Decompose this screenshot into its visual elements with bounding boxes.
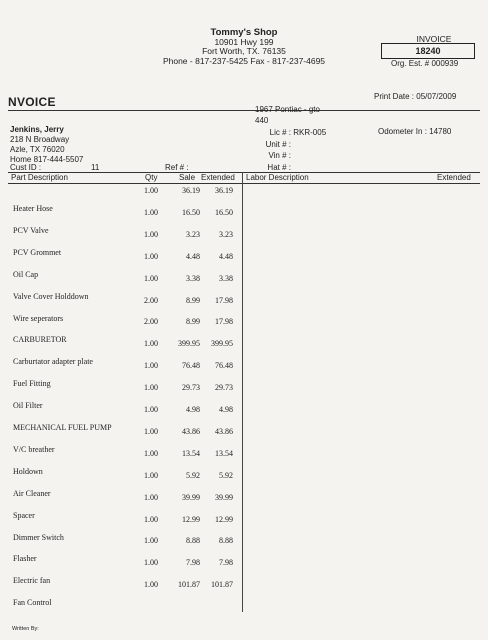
line-qty: 1.00 bbox=[144, 470, 158, 480]
line-sale: 8.88 bbox=[186, 536, 200, 546]
line-sale: 29.73 bbox=[182, 383, 200, 393]
shop-city: Fort Worth, TX. 76135 bbox=[202, 46, 286, 56]
col-sale: Sale bbox=[179, 173, 196, 182]
line-qty: 1.00 bbox=[144, 448, 158, 458]
line-qty: 1.00 bbox=[144, 558, 158, 568]
line-qty: 1.00 bbox=[144, 536, 158, 546]
part-description: Spacer bbox=[13, 510, 35, 520]
line-qty: 1.00 bbox=[144, 229, 158, 239]
line-extended: 4.98 bbox=[219, 405, 233, 414]
part-description: Dimmer Switch bbox=[13, 532, 64, 542]
line-extended: 5.92 bbox=[219, 470, 233, 480]
line-qty: 1.00 bbox=[144, 580, 158, 590]
line-sale: 3.23 bbox=[186, 229, 200, 239]
part-description: PCV Valve bbox=[13, 225, 49, 235]
part-description: CARBURETOR bbox=[13, 335, 67, 345]
shop-address: 10901 Hwy 199 bbox=[214, 36, 274, 47]
part-description: Holdown bbox=[13, 466, 43, 476]
part-description: Air Cleaner bbox=[13, 488, 51, 498]
cust-id-label: Cust ID : bbox=[10, 163, 42, 172]
line-sale: 101.87 bbox=[178, 580, 200, 590]
col-labor-extended: Extended bbox=[437, 173, 471, 182]
line-extended: 4.48 bbox=[219, 251, 233, 261]
part-description: V/C breather bbox=[13, 444, 55, 454]
col-part-description: Part Description bbox=[11, 173, 68, 182]
line-extended: 17.98 bbox=[215, 295, 233, 305]
line-qty: 1.00 bbox=[144, 207, 158, 217]
line-extended: 399.95 bbox=[211, 339, 233, 349]
vehicle-ids bbox=[255, 127, 326, 173]
line-sale: 399.95 bbox=[178, 339, 200, 349]
written-by: Written By: bbox=[12, 626, 39, 632]
line-sale: 76.48 bbox=[182, 361, 200, 371]
customer-street: 218 N Broadway bbox=[10, 135, 70, 144]
line-extended: 8.88 bbox=[219, 536, 233, 546]
line-qty: 1.00 bbox=[144, 492, 158, 502]
line-sale: 4.48 bbox=[186, 251, 200, 261]
lic-value: RKR-005 bbox=[293, 128, 327, 137]
vin-label: Vin # : bbox=[268, 151, 291, 160]
col-qty: Qty bbox=[145, 173, 158, 182]
line-qty: 2.00 bbox=[144, 295, 158, 305]
line-extended: 13.54 bbox=[215, 448, 233, 458]
line-sale: 8.99 bbox=[186, 295, 200, 305]
header-divider bbox=[8, 110, 480, 111]
line-extended: 43.86 bbox=[215, 426, 233, 436]
line-sale: 12.99 bbox=[182, 514, 200, 524]
line-qty: 1.00 bbox=[144, 383, 158, 393]
line-extended: 39.99 bbox=[215, 492, 233, 502]
part-description: Valve Cover Holddown bbox=[13, 291, 89, 301]
customer-info bbox=[10, 125, 83, 165]
part-description: Heater Hose bbox=[13, 204, 53, 213]
line-extended: 29.73 bbox=[215, 383, 233, 393]
line-qty: 1.00 bbox=[144, 186, 158, 195]
line-qty: 1.00 bbox=[144, 339, 158, 349]
line-qty: 1.00 bbox=[144, 514, 158, 524]
line-extended: 16.50 bbox=[215, 207, 233, 217]
customer-phone: Home 817-444-5507 bbox=[10, 155, 84, 164]
line-qty: 1.00 bbox=[144, 361, 158, 371]
invoice-label: INVOICE bbox=[416, 34, 452, 44]
page-title: NVOICE bbox=[8, 95, 56, 109]
part-description: Electric fan bbox=[13, 576, 51, 586]
part-description: MECHANICAL FUEL PUMP bbox=[13, 423, 112, 432]
part-description: Fan Control bbox=[13, 598, 52, 608]
unit-label: Unit # : bbox=[265, 139, 291, 149]
org-estimate: Org. Est. # 000939 bbox=[391, 59, 459, 68]
line-sale: 5.92 bbox=[186, 470, 200, 480]
line-qty: 1.00 bbox=[144, 273, 158, 283]
shop-name: Tommy's Shop bbox=[210, 27, 278, 38]
cust-id-value: 11 bbox=[91, 163, 100, 172]
line-extended: 12.99 bbox=[215, 514, 233, 524]
lic-label: Lic # : bbox=[269, 128, 291, 137]
line-qty: 1.00 bbox=[144, 426, 158, 436]
line-sale: 8.99 bbox=[186, 317, 200, 327]
part-description: Wire seperators bbox=[13, 313, 64, 323]
table-header-rule bbox=[8, 183, 480, 184]
line-sale: 4.98 bbox=[186, 405, 200, 414]
shop-phones: Phone - 817-237-5425 Fax - 817-237-4695 bbox=[162, 55, 326, 66]
vehicle-engine: 440 bbox=[255, 116, 269, 125]
line-qty: 1.00 bbox=[144, 405, 158, 414]
vehicle-model: 1967 Pontiac - gto bbox=[255, 105, 320, 114]
customer-city: Azle, TX 76020 bbox=[10, 145, 65, 154]
line-extended: 7.98 bbox=[219, 558, 233, 568]
print-date: Print Date : 05/07/2009 bbox=[374, 92, 457, 101]
labor-column-divider bbox=[242, 172, 243, 612]
line-extended: 36.19 bbox=[215, 186, 233, 195]
part-description: Flasher bbox=[13, 554, 37, 564]
part-description: PCV Grommet bbox=[13, 247, 62, 257]
line-sale: 7.98 bbox=[186, 558, 200, 568]
customer-name: Jenkins, Jerry bbox=[10, 125, 64, 134]
line-extended: 3.38 bbox=[219, 273, 233, 283]
line-sale: 39.99 bbox=[182, 492, 200, 502]
line-extended: 101.87 bbox=[211, 580, 233, 590]
line-extended: 76.48 bbox=[215, 361, 233, 371]
table-top-rule bbox=[8, 172, 480, 173]
part-description: Carburtator adapter plate bbox=[13, 357, 93, 367]
line-sale: 13.54 bbox=[182, 448, 200, 458]
line-sale: 3.38 bbox=[186, 273, 200, 283]
vehicle-info bbox=[255, 104, 320, 126]
part-description: Fuel Fitting bbox=[13, 379, 51, 389]
line-extended: 3.23 bbox=[219, 229, 233, 239]
ref-label: Ref # : bbox=[165, 163, 189, 172]
odometer: Odometer In : 14780 bbox=[378, 127, 452, 136]
invoice-number: 18240 bbox=[381, 43, 475, 59]
line-sale: 43.86 bbox=[182, 426, 200, 436]
line-qty: 1.00 bbox=[144, 251, 158, 261]
col-extended: Extended bbox=[201, 173, 235, 182]
part-description: Oil Cap bbox=[13, 269, 39, 279]
line-extended: 17.98 bbox=[215, 317, 233, 327]
line-qty: 2.00 bbox=[144, 317, 158, 327]
col-labor-description: Labor Description bbox=[246, 173, 309, 182]
hat-label: Hat # : bbox=[267, 162, 291, 172]
line-sale: 16.50 bbox=[182, 207, 200, 217]
line-sale: 36.19 bbox=[182, 186, 200, 195]
part-description: Oil Filter bbox=[13, 401, 43, 411]
